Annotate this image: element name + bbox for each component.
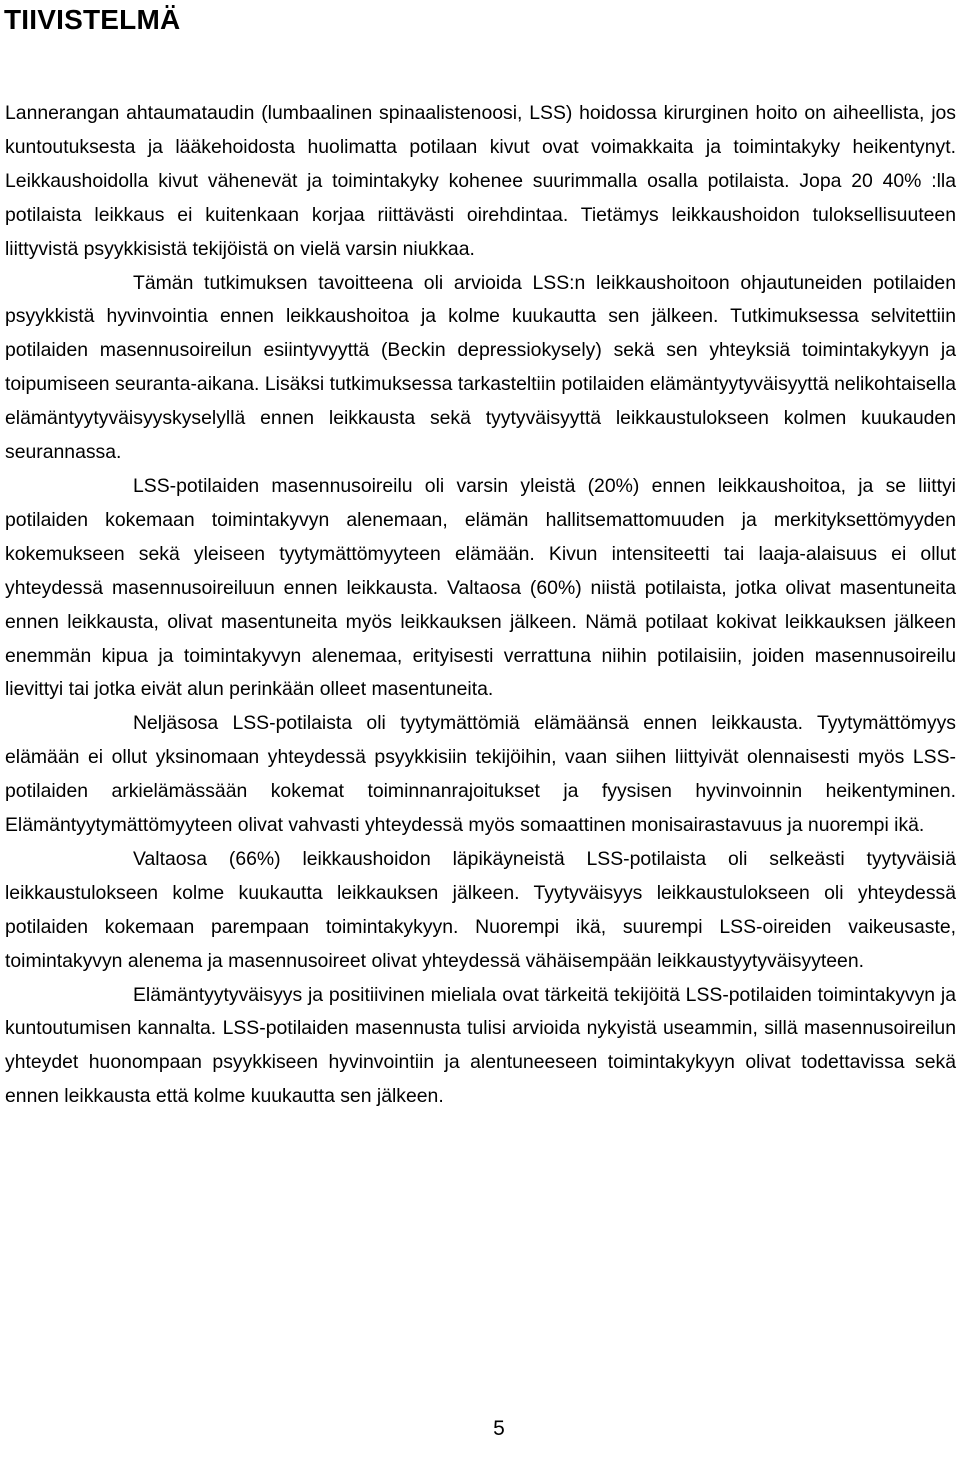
page-number: 5 [493, 1417, 505, 1440]
paragraph-1: Lannerangan ahtaumataudin (lumbaalinen spinaalistenoosi, LSS) hoidossa kirurginen hoito on aiheellista, jos kuntoutuksesta ja lääkehoidosta huolimatta potilaan kivut ovat voimakkaita ja toimintakyky heikentynyt. Leikkaushoidolla kivut vähenevät ja toimintakyky kohenee suurimmalla osalla potilaista. Jopa 20 40% :lla potilaista leikkaus ei kuitenkaan korjaa riittävästi oirehdintaa. Tietämys leikkaushoidon tuloksellisuuteen liittyvistä psyykkisistä tekijöistä on vielä varsin niukkaa. [5, 102, 956, 260]
abstract-body [5, 97, 956, 1114]
paragraph-2: Tämän tutkimuksen tavoitteena oli arvioida LSS:n leikkaushoitoon ohjautuneiden potilaiden psyykkistä hyvinvointia ennen leikkaushoitoa ja kolme kuukautta sen jälkeen. Tutkimuksessa selvitettiin potilaiden masennusoireilun esiintyvyyttä (Beckin depressiokysely) sekä sen yhteyksiä toimintakykyyn ja toipumiseen seuranta-aikana. Lisäksi tutkimuksessa tarkasteltiin potilaiden elämäntyytyväisyyttä nelikohtaisella elämäntyytyväisyyskyselyllä ennen leikkausta sekä tyytyväisyyttä leikkaustulokseen kolmen kuukauden seurannassa. [5, 271, 956, 464]
document-title: TIIVISTELMÄ [4, 4, 181, 35]
paragraph-4: Neljäsosa LSS-potilaista oli tyytymättömiä elämäänsä ennen leikkausta. Tyytymättömyys elämään ei ollut yksinomaan yhteydessä psyykkisiin tekijöihin, vaan siihen liittyivät olennaisesti myös LSS-potilaiden arkielämässään kokemat toiminnanrajoitukset ja fyysisen hyvinvoinnin heikentyminen. Elämäntyytymättömyyteen olivat vahvasti yhteydessä myös somaattinen monisairastavuus ja nuorempi ikä. [5, 712, 956, 837]
paragraph-6: Elämäntyytyväisyys ja positiivinen mieliala ovat tärkeitä tekijöitä LSS-potilaiden toimintakyvyn ja kuntoutumisen kannalta. LSS-potilaiden masennusta tulisi arvioida nykyistä useammin, sillä masennusoireilun yhteydet huonompaan psyykkiseen hyvinvointiin ja alentuneeseen toimintakykyyn olivat todettavissa sekä ennen leikkausta että kolme kuukautta sen jälkeen. [5, 983, 956, 1108]
paragraph-5: Valtaosa (66%) leikkaushoidon läpikäyneistä LSS-potilaista oli selkeästi tyytyväisiä leikkaustulokseen kolme kuukautta leikkauksen jälkeen. Tyytyväisyys leikkaustulokseen oli yhteydessä potilaiden kokemaan parempaan toimintakykyyn. Nuorempi ikä, suurempi LSS-oireiden vaikeusaste, toimintakyvyn alenema ja masennusoireet olivat yhteydessä vähäisempään leikkaustyytyväisyyteen. [5, 847, 956, 972]
paragraph-3: LSS-potilaiden masennusoireilu oli varsin yleistä (20%) ennen leikkaushoitoa, ja se liittyi potilaiden kokemaan toimintakyvyn alenemaan, elämän hallitsemattomuuden ja merkityksettömyyden kokemukseen sekä yleiseen tyytymättömyyteen elämään. Kivun intensiteetti tai laaja-alaisuus ei ollut yhteydessä masennusoireiluun ennen leikkausta. Valtaosa (60%) niistä potilaista, jotka olivat masentuneita ennen leikkausta, olivat masentuneita myös leikkauksen jälkeen. Nämä potilaat kokivat leikkauksen jälkeen enemmän kipua ja toimintakyvyn alenemaa, erityisesti verrattuna niihin potilaisiin, joiden masennusoireilu lievittyi tai jotka eivät alun perinkään olleet masentuneita. [5, 474, 956, 701]
